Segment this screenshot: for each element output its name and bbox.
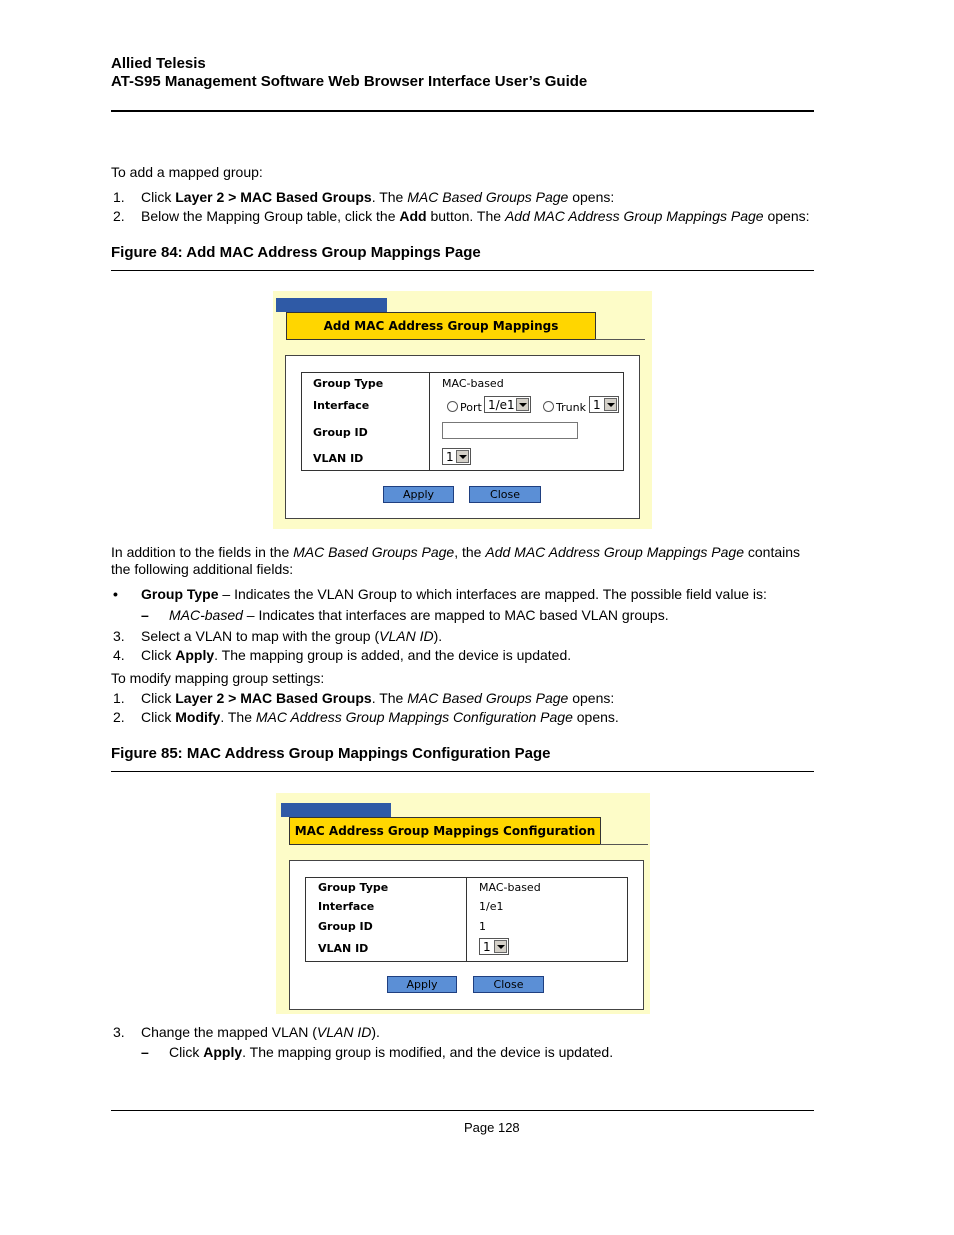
column-divider (466, 878, 467, 961)
settings-table (301, 372, 624, 471)
close-button[interactable]: Close (473, 976, 544, 993)
figure-84-screenshot (273, 291, 652, 529)
port-label: Port (460, 401, 482, 414)
page-title: Add MAC Address Group Mappings (286, 312, 596, 340)
intro-text: To add a mapped group: (111, 164, 263, 180)
group-type-label: Group Type (313, 377, 384, 390)
step-number: 4. (113, 647, 125, 663)
vlan-id-select[interactable]: 1 (442, 448, 471, 465)
figure-84-rule (111, 270, 814, 271)
group-id-value: 1 (479, 920, 486, 933)
settings-table (305, 877, 628, 962)
chevron-down-icon (494, 940, 507, 953)
page-number: Page 128 (464, 1120, 520, 1135)
form-frame (285, 355, 640, 519)
group-type-value: MAC-based (479, 881, 541, 894)
group-id-input[interactable] (442, 422, 578, 439)
group-id-label: Group ID (318, 920, 373, 933)
guide-title: AT-S95 Management Software Web Browser Interface User’s Guide (111, 73, 588, 90)
form-frame (289, 860, 644, 1010)
port-select[interactable]: 1/e1 (484, 396, 531, 413)
interface-label: Interface (318, 900, 375, 913)
trunk-radio[interactable] (543, 401, 554, 412)
step-text: Below the Mapping Group table, click the Add button. The Add MAC Address Group Mappings Page opens: (141, 208, 810, 224)
interface-label: Interface (313, 399, 370, 412)
trunk-select[interactable]: 1 (589, 396, 619, 413)
step-text: Click Apply. The mapping group is added, and the device is updated. (141, 647, 572, 663)
close-button[interactable]: Close (469, 486, 541, 503)
vlan-id-label: VLAN ID (313, 452, 364, 465)
group-type-value: MAC-based (442, 377, 504, 390)
step-number: 2. (113, 208, 125, 224)
apply-button[interactable]: Apply (387, 976, 457, 993)
chevron-down-icon (516, 398, 529, 411)
company-name: Allied Telesis (111, 55, 206, 72)
footer-rule (111, 1110, 814, 1111)
step-text: Change the mapped VLAN (VLAN ID). (141, 1024, 380, 1040)
apply-button[interactable]: Apply (383, 486, 454, 503)
trunk-label: Trunk (556, 401, 586, 414)
figure-85-screenshot (276, 793, 650, 1014)
tab-bar (281, 803, 391, 817)
chevron-down-icon (456, 450, 469, 463)
group-type-label: Group Type (318, 881, 389, 894)
step-number: 1. (113, 189, 125, 205)
header-rule (111, 110, 814, 112)
port-radio[interactable] (447, 401, 458, 412)
step-text: Click Layer 2 > MAC Based Groups. The MAC Based Groups Page opens: (141, 189, 615, 205)
group-id-label: Group ID (313, 426, 368, 439)
fields-paragraph-line2: the following additional fields: (111, 561, 294, 577)
step-text: Click Modify. The MAC Address Group Mappings Configuration Page opens. (141, 709, 619, 725)
step-number: 3. (113, 628, 125, 644)
vlan-id-label: VLAN ID (318, 942, 369, 955)
step-number: 2. (113, 709, 125, 725)
step-text: Select a VLAN to map with the group (VLAN ID). (141, 628, 443, 644)
bullet-text: Group Type – Indicates the VLAN Group to which interfaces are mapped. The possible field value is: (141, 586, 767, 602)
step-number: 3. (113, 1024, 125, 1040)
subbullet-text: MAC-based – Indicates that interfaces are mapped to MAC based VLAN groups. (169, 607, 669, 623)
figure-85-caption: Figure 85: MAC Address Group Mappings Configuration Page (111, 745, 551, 762)
modify-intro: To modify mapping group settings: (111, 670, 325, 686)
vlan-id-select[interactable]: 1 (479, 938, 509, 955)
bullet-symbol: • (113, 586, 118, 602)
title-rule (595, 339, 645, 340)
dash-symbol: – (141, 607, 149, 623)
page-title: MAC Address Group Mappings Configuration (289, 817, 601, 845)
substep-text: Click Apply. The mapping group is modified, and the device is updated. (169, 1044, 614, 1060)
interface-value: 1/e1 (479, 900, 504, 913)
dash-symbol: – (141, 1044, 149, 1060)
tab-bar (276, 298, 387, 312)
title-rule (600, 844, 648, 845)
step-number: 1. (113, 690, 125, 706)
chevron-down-icon (604, 398, 617, 411)
fields-paragraph: In addition to the fields in the MAC Based Groups Page, the Add MAC Address Group Mappings Page contains (111, 544, 801, 560)
step-text: Click Layer 2 > MAC Based Groups. The MAC Based Groups Page opens: (141, 690, 615, 706)
figure-85-rule (111, 771, 814, 772)
figure-84-caption: Figure 84: Add MAC Address Group Mappings Page (111, 244, 481, 261)
column-divider (429, 373, 430, 470)
